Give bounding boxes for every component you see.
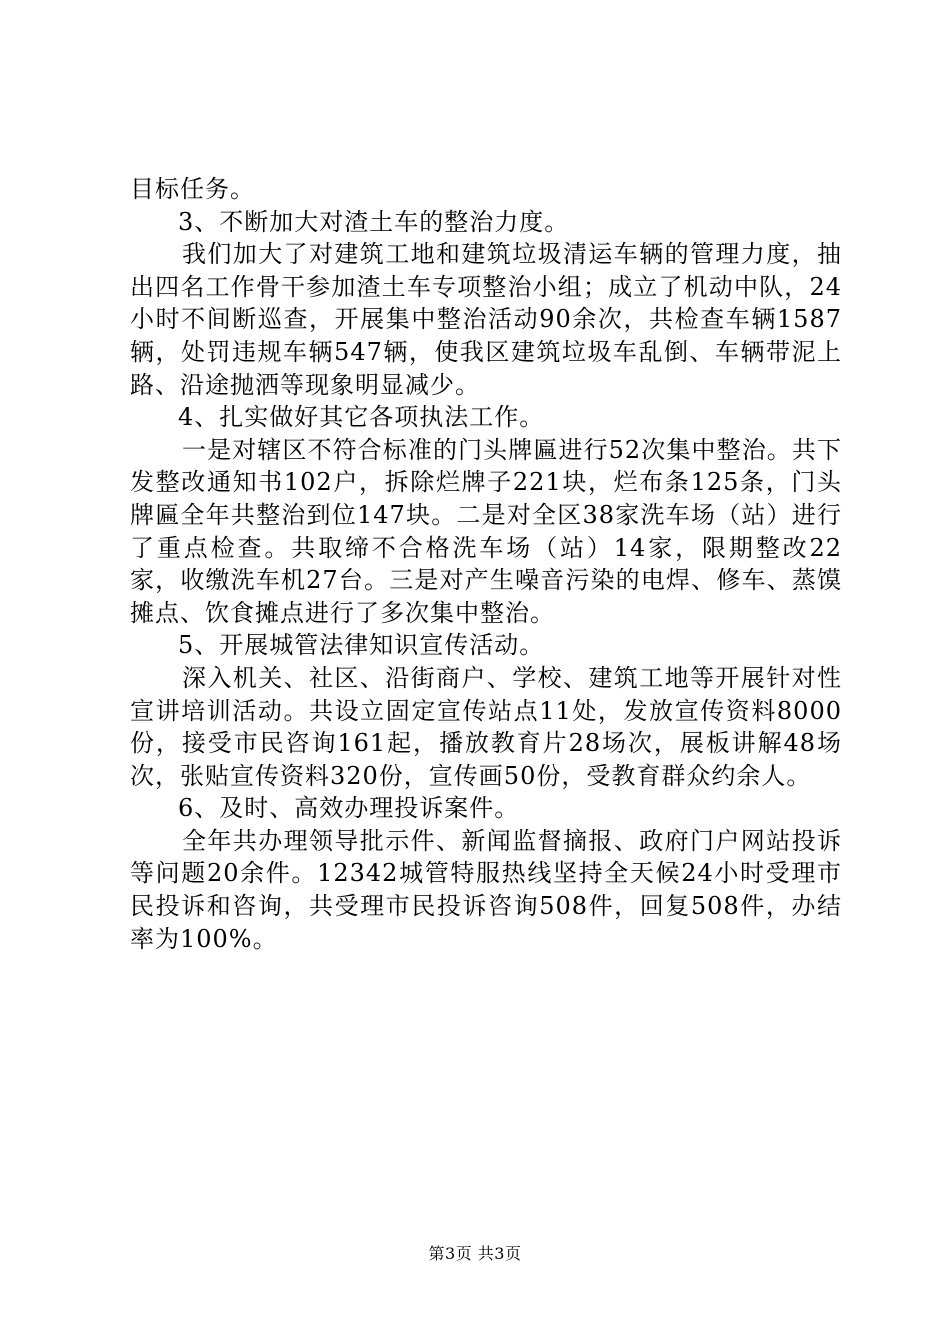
paragraph-muck-truck: 我们加大了对建筑工地和建筑垃圾清运车辆的管理力度，抽出四名工作骨干参加渣土车专项整治小组；成立了机动中队，24小时不间断巡查，开展集中整治活动90余次，共检查车辆1587辆，处罚违规车辆547辆，使我区建筑垃圾车乱倒、车辆带泥上路、沿途抛洒等现象明显减少。: [130, 240, 842, 399]
paragraph-complaints: 全年共办理领导批示件、新闻监督摘报、政府门户网站投诉等问题20余件。12342城管特服热线坚持全天候24小时受理市民投诉和咨询，共受理市民投诉咨询508件，回复508件，办结率为100%。: [130, 826, 842, 953]
paragraph-continuation: 目标任务。: [130, 175, 255, 203]
section-heading-4: 4、扎实做好其它各项执法工作。: [178, 403, 545, 432]
paragraph-law-enforcement: 一是对辖区不符合标准的门头牌匾进行52次集中整治。共下发整改通知书102户，拆除烂牌子221块，烂布条125条，门头牌匾全年共整治到位147块。二是对全区38家洗车场（站）进行了重点检查。共取缔不合格洗车场（站）14家，限期整改22家，收缴洗车机27台。三是对产生噪音污染的电焊、修车、蒸馍摊点、饮食摊点进行了多次集中整治。: [130, 435, 842, 627]
section-heading-6: 6、及时、高效办理投诉案件。: [178, 794, 520, 823]
page-footer: 第3页 共3页: [428, 1244, 522, 1263]
paragraph-publicity: 深入机关、社区、沿街商户、学校、建筑工地等开展针对性宣讲培训活动。共设立固定宣传站点11处，发放宣传资料8000份，接受市民咨询161起，播放教育片28场次，展板讲解48场次，张贴宣传资料320份，宣传画50份，受教育群众约余人。: [130, 663, 842, 790]
section-heading-5: 5、开展城管法律知识宣传活动。: [178, 631, 545, 660]
section-heading-3: 3、不断加大对渣土车的整治力度。: [178, 207, 570, 236]
document-body: [130, 173, 842, 955]
